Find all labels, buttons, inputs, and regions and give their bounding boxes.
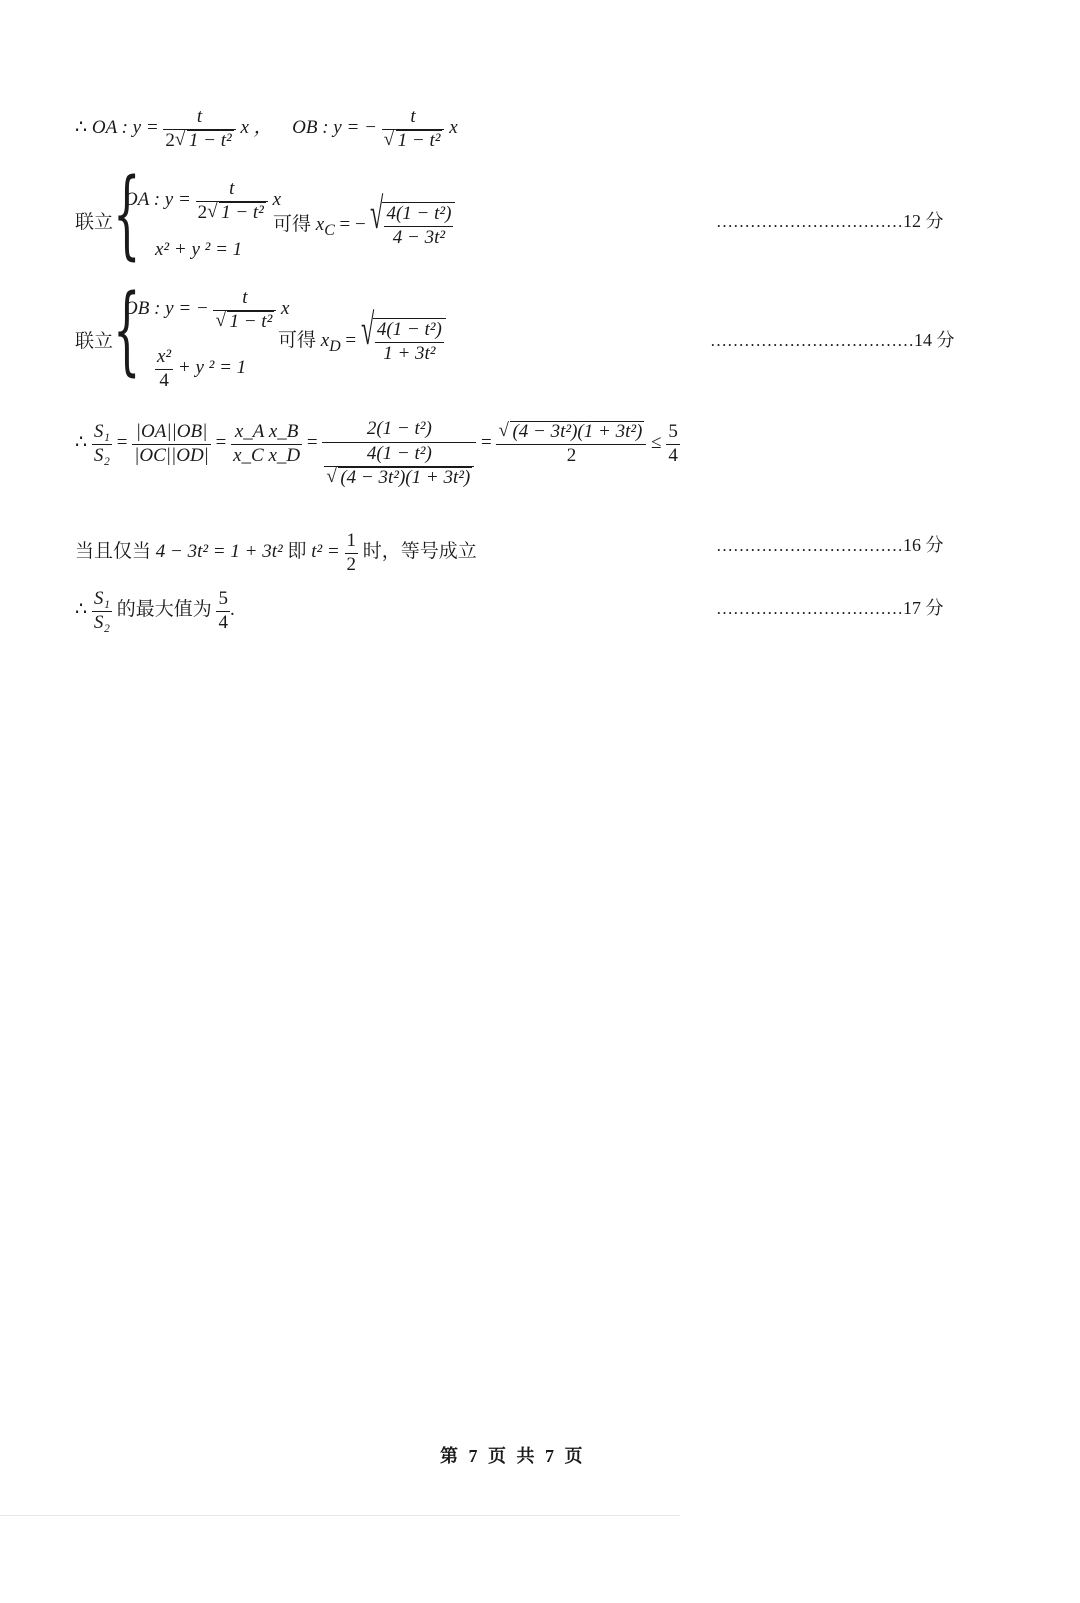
- system-2-eq2-fraction: [155, 346, 173, 392]
- system-1-eq1-label: OA : y =: [124, 189, 191, 211]
- ob-tail: x: [449, 117, 458, 139]
- inner-fraction-num: 4(1 − t²): [324, 443, 474, 467]
- root-over-two-num: (4 − 3t²)(1 + 3t²): [512, 420, 643, 442]
- result-1-root-fraction: [384, 203, 453, 249]
- leq-symbol: ≤: [651, 432, 662, 454]
- condition-equation: 4 − 3t² = 1 + 3t²: [155, 541, 283, 563]
- system-1-eq1-numerator: t: [196, 178, 268, 202]
- equals: =: [306, 432, 318, 454]
- conclusion-text: 的最大值为: [116, 599, 212, 621]
- equals: =: [215, 432, 227, 454]
- result-2-sub: D: [329, 338, 341, 355]
- conclusion-value-num: 5: [216, 588, 230, 612]
- system-1-eq1-tail: x: [272, 189, 282, 211]
- s-ratio-fraction: [92, 421, 112, 467]
- score-14: 14 分: [914, 330, 955, 350]
- score-row-12: [716, 207, 944, 233]
- conclusion-s-num: S₁: [92, 588, 112, 612]
- system-1-eq1-coef: 2: [197, 201, 208, 223]
- lianli-2-prefix: 联立: [75, 331, 114, 352]
- score-row-16: [716, 531, 944, 557]
- equals: =: [481, 432, 492, 454]
- result-2-text: 可得: [278, 330, 317, 352]
- score-row-17: [716, 594, 944, 620]
- length-ratio-den: |OC||OD|: [134, 444, 209, 466]
- conclusion: [75, 588, 235, 634]
- result-2-eq: =: [345, 330, 357, 352]
- ob-slope-fraction: [382, 106, 445, 152]
- s-ratio-den: S₂: [93, 444, 110, 466]
- line-oa-ob: [75, 106, 458, 152]
- period: .: [229, 599, 235, 621]
- condition-t-squared: t² =: [311, 541, 340, 563]
- therefore-symbol: ∴: [75, 599, 88, 621]
- left-brace-1: {: [113, 158, 141, 270]
- conclusion-s-den: S₂: [93, 611, 110, 633]
- result-1-root-den: 4 − 3t²: [392, 226, 446, 248]
- leader-dots: ……………………………: [716, 536, 903, 555]
- result-1-root-num: √ 4(1 − t²): [384, 203, 453, 227]
- left-brace-2: {: [113, 274, 141, 386]
- system-1-eq1: [124, 178, 281, 224]
- system-1-eq1-root: 1 − t²: [221, 201, 264, 223]
- system-2-eq2: [155, 346, 246, 392]
- therefore-symbol: ∴: [75, 432, 88, 454]
- system-1-eq1-fraction: [196, 178, 268, 224]
- conclusion-value-den: 4: [218, 611, 228, 633]
- root-over-two-den: 2: [566, 444, 577, 466]
- result-1-sub: C: [324, 222, 335, 239]
- x-ratio-fraction: [231, 421, 302, 467]
- system-1-result: [273, 202, 455, 249]
- equals: =: [116, 432, 128, 454]
- x-ratio-num: x_A x_B: [231, 421, 302, 445]
- system-2-eq1: [124, 287, 289, 333]
- system-2-eq2-num: x²: [155, 346, 173, 370]
- conclusion-value: [216, 588, 230, 634]
- score-row-14: [710, 326, 955, 352]
- five-quarters-num: 5: [666, 421, 680, 445]
- result-1-eq: = −: [339, 214, 366, 236]
- oa-slope-fraction: [163, 106, 235, 152]
- result-2-var: x: [320, 330, 330, 352]
- result-2-root: [361, 318, 446, 365]
- result-1-var: x: [315, 214, 325, 236]
- system-2-result: [278, 318, 446, 365]
- oa-label: OA : y =: [91, 117, 159, 139]
- inner-fraction-root: (4 − 3t²)(1 + 3t²): [340, 466, 471, 488]
- result-2-root-num: √ 4(1 − t²): [375, 319, 444, 343]
- result-1-root: [370, 202, 455, 249]
- one-half-den: 2: [346, 553, 356, 575]
- equality-condition: [75, 530, 477, 576]
- condition-text-3: 时，等号成立: [362, 541, 477, 563]
- condition-text-2: 即: [287, 541, 307, 563]
- condition-text-1: 当且仅当: [75, 541, 152, 563]
- system-2-eq1-numerator: t: [213, 287, 276, 311]
- x-ratio-den: x_C x_D: [233, 444, 301, 466]
- oa-slope-coef: 2: [165, 129, 175, 151]
- score-17: 17 分: [903, 598, 944, 618]
- one-half-num: 1: [345, 530, 359, 554]
- leader-dots: ……………………………: [716, 212, 903, 231]
- oa-slope-numerator: t: [163, 106, 235, 130]
- lianli-1-prefix: 联立: [75, 212, 114, 233]
- page-number-footer: 第 7 页 共 7 页: [440, 1446, 586, 1466]
- big-fraction-num: 2(1 − t²): [322, 418, 476, 443]
- length-ratio-fraction: [132, 421, 211, 467]
- five-quarters-den: 4: [668, 444, 678, 466]
- result-2-root-den: 1 + 3t²: [383, 342, 436, 364]
- inner-fraction: [324, 443, 474, 489]
- five-quarters-fraction: [666, 421, 680, 467]
- ob-slope-numerator: t: [382, 106, 445, 130]
- system-2-eq1-label: OB : y = −: [124, 298, 209, 320]
- ob-label: OB : y = −: [292, 117, 377, 139]
- score-16: 16 分: [903, 535, 944, 555]
- system-1-eq2: x² + y ² = 1: [155, 239, 243, 260]
- length-ratio-num: |OA||OB|: [132, 421, 211, 445]
- ratio-derivation: [75, 418, 680, 489]
- root-over-two-fraction: [496, 421, 646, 467]
- big-fraction: [322, 418, 476, 489]
- system-2-eq1-fraction: [213, 287, 276, 333]
- system-2-eq2-den: 4: [159, 369, 169, 391]
- conclusion-s-ratio: [92, 588, 112, 634]
- oa-tail: x ，: [240, 117, 273, 139]
- therefore-symbol: ∴: [75, 117, 88, 139]
- score-12: 12 分: [903, 211, 944, 231]
- s-ratio-num: S₁: [92, 421, 112, 445]
- system-2-eq1-root: 1 − t²: [229, 310, 273, 332]
- bottom-divider: [0, 1515, 680, 1516]
- oa-slope-root: 1 − t²: [188, 129, 232, 151]
- ob-slope-root: 1 − t²: [397, 129, 441, 151]
- system-2-eq1-tail: x: [281, 298, 290, 320]
- leader-dots: ………………………………: [710, 331, 914, 350]
- result-2-root-fraction: [375, 319, 444, 365]
- result-1-text: 可得: [273, 214, 312, 236]
- leader-dots: ……………………………: [716, 599, 903, 618]
- one-half-fraction: [345, 530, 359, 576]
- system-2-eq2-tail: + y ² = 1: [177, 357, 247, 379]
